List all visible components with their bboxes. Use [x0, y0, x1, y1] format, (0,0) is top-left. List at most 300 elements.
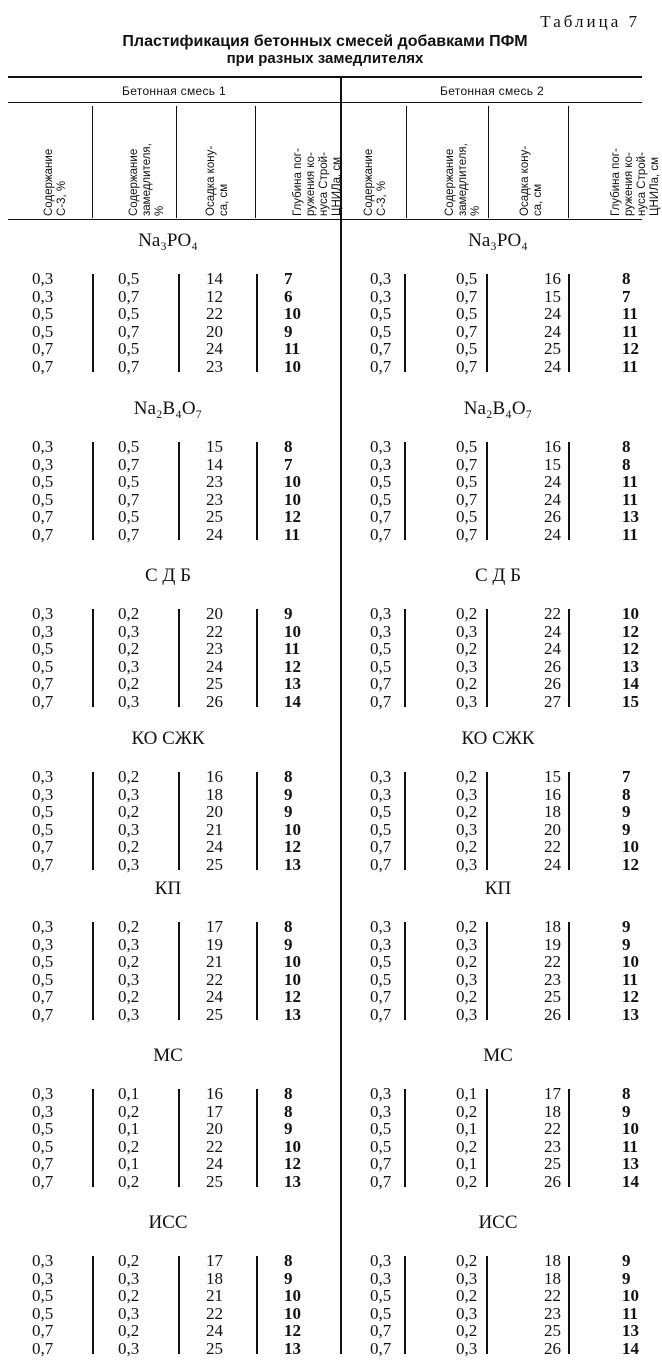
- column-bar: [568, 1256, 570, 1354]
- table-cell: 0,7: [32, 339, 54, 359]
- column-bar: [92, 772, 94, 870]
- table-row: [8, 288, 318, 306]
- table-row: [8, 1173, 318, 1191]
- table-cell: 12: [622, 987, 639, 1007]
- table-cell: 0,7: [32, 1171, 54, 1191]
- rows-right: [346, 438, 656, 544]
- table-cell: 0,1: [118, 1154, 140, 1174]
- table-cell: 0,5: [370, 969, 392, 989]
- table-cell: 0,2: [118, 1101, 140, 1121]
- table-cell: 26: [544, 1004, 561, 1024]
- table-cell: 0,7: [32, 837, 54, 857]
- table-cell: 12: [622, 621, 639, 641]
- column-bar: [178, 922, 180, 1020]
- table-cell: 24: [206, 1321, 223, 1341]
- table-cell: 24: [544, 489, 561, 509]
- table-cell: 0,2: [456, 802, 478, 822]
- table-cell: 0,2: [118, 952, 140, 972]
- table-cell: 0,5: [32, 489, 54, 509]
- table-cell: 0,3: [370, 286, 392, 306]
- table-cell: 0,7: [118, 454, 140, 474]
- table-row: [8, 1006, 318, 1024]
- table-cell: 26: [544, 674, 561, 694]
- table-row: [346, 1270, 656, 1288]
- table-cell: 11: [284, 639, 301, 659]
- table-cell: 10: [284, 1136, 301, 1156]
- table-cell: 0,3: [456, 1338, 478, 1358]
- table-cell: 0,3: [370, 1084, 392, 1103]
- table-row: [346, 936, 656, 954]
- table-cell: 8: [622, 437, 631, 456]
- table-cell: 25: [206, 854, 223, 874]
- table-cell: 23: [544, 1136, 561, 1156]
- table-cell: 0,3: [370, 1101, 392, 1121]
- table-cell: 12: [284, 837, 301, 857]
- table-cell: 0,2: [456, 767, 478, 786]
- table-cell: 22: [206, 1136, 223, 1156]
- table-cell: 0,5: [456, 269, 478, 288]
- table-cell: 0,1: [118, 1119, 140, 1139]
- table-cell: 0,5: [370, 489, 392, 509]
- retarder-group: [8, 878, 642, 1028]
- table-cell: 0,2: [118, 1286, 140, 1306]
- table-cell: 18: [544, 1101, 561, 1121]
- table-cell: 0,7: [32, 691, 54, 711]
- table-cell: 0,3: [370, 1268, 392, 1288]
- col-header-c3-content-2: Содержание С-3, %: [363, 148, 388, 216]
- table-row: [8, 1252, 318, 1270]
- table-cell: 11: [622, 304, 639, 324]
- table-cell: 0,3: [32, 1101, 54, 1121]
- table-cell: 0,3: [370, 1251, 392, 1270]
- column-bar: [568, 922, 570, 1020]
- table-cell: 16: [544, 269, 561, 288]
- table-row: [346, 953, 656, 971]
- table-cell: 0,2: [118, 604, 140, 623]
- table-cell: 9: [284, 802, 293, 822]
- table-cell: 25: [544, 1321, 561, 1341]
- table-cell: 0,2: [118, 917, 140, 936]
- table-row: [346, 288, 656, 306]
- table-cell: 21: [206, 952, 223, 972]
- table-cell: 22: [206, 621, 223, 641]
- table-row: [8, 640, 318, 658]
- table-cell: 0,3: [456, 1303, 478, 1323]
- table-cell: 24: [544, 472, 561, 492]
- column-bar: [404, 609, 406, 707]
- table-cell: 0,7: [370, 674, 392, 694]
- table-cell: 10: [622, 1119, 639, 1139]
- table-row: [8, 340, 318, 358]
- retarder-name: КО СЖК: [131, 728, 205, 749]
- table-cell: 0,3: [32, 604, 54, 623]
- table-cell: 16: [544, 784, 561, 804]
- table-cell: 0,3: [32, 784, 54, 804]
- table-cell: 0,1: [118, 1084, 140, 1103]
- table-cell: 9: [284, 1268, 293, 1288]
- table-cell: 24: [206, 656, 223, 676]
- table-cell: 22: [544, 952, 561, 972]
- column-bar: [404, 1256, 406, 1354]
- table-cell: 25: [206, 1171, 223, 1191]
- table-cell: 24: [544, 854, 561, 874]
- table-row: [8, 786, 318, 804]
- table-row: [8, 508, 318, 526]
- column-bar: [256, 1256, 258, 1354]
- column-bar: [178, 1256, 180, 1354]
- table-cell: 11: [622, 969, 639, 989]
- table-cell: 20: [206, 1119, 223, 1139]
- table-row: [346, 1340, 656, 1358]
- table-cell: 0,2: [456, 1101, 478, 1121]
- table-cell: 10: [284, 819, 301, 839]
- table-cell: 17: [206, 1101, 223, 1121]
- col-sep: [92, 106, 93, 218]
- retarder-name: ИСС: [148, 1212, 188, 1233]
- table-subtitle: при разных замедлителях: [226, 50, 424, 67]
- column-bar: [568, 1089, 570, 1187]
- table-row: [346, 1287, 656, 1305]
- table-cell: 19: [544, 934, 561, 954]
- table-cell: 23: [206, 639, 223, 659]
- table-cell: 26: [544, 507, 561, 527]
- table-cell: 13: [622, 1004, 639, 1024]
- col-sep: [176, 106, 177, 218]
- table-row: [8, 623, 318, 641]
- table-cell: 0,5: [32, 472, 54, 492]
- table-row: [8, 838, 318, 856]
- table-cell: 13: [622, 656, 639, 676]
- table-row: [346, 1103, 656, 1121]
- table-cell: 0,7: [32, 987, 54, 1007]
- table-cell: 0,3: [456, 969, 478, 989]
- column-bar: [178, 772, 180, 870]
- column-bar: [92, 1089, 94, 1187]
- table-cell: 21: [206, 819, 223, 839]
- table-row: [346, 918, 656, 936]
- retarder-name: Na₃PO₄: [468, 230, 528, 251]
- col-header-cone-depth-2: Глубина пог- ружения ко- нуса Строй- ЦНИЛа, см: [610, 148, 661, 216]
- table-cell: 0,2: [118, 987, 140, 1007]
- table-row: [346, 856, 656, 874]
- column-bar: [568, 274, 570, 372]
- table-cell: 0,3: [370, 454, 392, 474]
- column-bar: [256, 1089, 258, 1187]
- column-bar: [568, 772, 570, 870]
- table-row: [346, 473, 656, 491]
- table-row: [8, 1103, 318, 1121]
- table-cell: 10: [284, 952, 301, 972]
- table-cell: 0,2: [118, 1251, 140, 1270]
- table-cell: 0,7: [118, 356, 140, 376]
- table-cell: 26: [544, 1171, 561, 1191]
- table-cell: 9: [622, 802, 631, 822]
- table-cell: 0,3: [32, 437, 54, 456]
- table-cell: 11: [622, 321, 639, 341]
- table-cell: 13: [284, 1171, 301, 1191]
- table-cell: 22: [544, 837, 561, 857]
- col-header-c3-content: Содержание С-3, %: [43, 148, 68, 216]
- table-cell: 9: [284, 1119, 293, 1139]
- table-cell: 9: [284, 934, 293, 954]
- header-top-rule: [8, 76, 642, 78]
- table-cell: 0,2: [456, 917, 478, 936]
- table-cell: 0,5: [32, 1119, 54, 1139]
- table-cell: 8: [622, 269, 631, 288]
- table-cell: 10: [284, 1286, 301, 1306]
- table-cell: 0,5: [370, 304, 392, 324]
- table-cell: 10: [622, 952, 639, 972]
- table-row: [346, 1173, 656, 1191]
- table-row: [8, 856, 318, 874]
- table-cell: 0,3: [370, 437, 392, 456]
- table-row: [8, 768, 318, 786]
- table-cell: 0,3: [118, 621, 140, 641]
- retarder-name: Na₂B₄O₇: [463, 398, 533, 419]
- table-cell: 17: [206, 1251, 223, 1270]
- table-cell: 11: [284, 339, 301, 359]
- rows-right: [346, 768, 656, 874]
- table-cell: 0,5: [370, 639, 392, 659]
- table-cell: 18: [206, 1268, 223, 1288]
- table-cell: 0,3: [118, 691, 140, 711]
- table-cell: 0,3: [370, 934, 392, 954]
- table-row: [8, 675, 318, 693]
- table-cell: 16: [206, 767, 223, 786]
- table-cell: 0,3: [118, 1303, 140, 1323]
- table-row: [346, 323, 656, 341]
- table-cell: 0,7: [370, 1171, 392, 1191]
- table-cell: 9: [622, 1101, 631, 1121]
- table-cell: 0,3: [456, 854, 478, 874]
- table-row: [8, 821, 318, 839]
- table-cell: 0,5: [32, 656, 54, 676]
- column-bar: [486, 274, 488, 372]
- table-cell: 0,5: [370, 1119, 392, 1139]
- table-cell: 9: [284, 784, 293, 804]
- col-header-retarder-content-2: Содержание замедлителя, %: [444, 143, 482, 216]
- column-bar: [486, 772, 488, 870]
- table-cell: 0,3: [456, 819, 478, 839]
- rows-left: [8, 918, 318, 1024]
- table-row: [346, 1322, 656, 1340]
- table-cell: 0,3: [32, 934, 54, 954]
- table-cell: 0,5: [370, 1136, 392, 1156]
- table-row: [346, 1120, 656, 1138]
- table-cell: 0,7: [456, 489, 478, 509]
- rows-left: [8, 438, 318, 544]
- table-row: [346, 605, 656, 623]
- table-cell: 22: [544, 1286, 561, 1306]
- table-cell: 25: [206, 1004, 223, 1024]
- table-cell: 0,3: [370, 269, 392, 288]
- table-cell: 21: [206, 1286, 223, 1306]
- table-cell: 8: [284, 917, 293, 936]
- table-cell: 14: [622, 674, 639, 694]
- table-cell: 0,7: [32, 1321, 54, 1341]
- table-cell: 10: [284, 969, 301, 989]
- column-bar: [568, 442, 570, 540]
- mix-header-rule-right: [342, 102, 642, 103]
- mix-1-header: Бетонная смесь 1: [122, 84, 226, 98]
- table-cell: 0,3: [456, 621, 478, 641]
- table-cell: 9: [622, 819, 631, 839]
- col-header-cone-slump: Осадка кону- са, см: [205, 145, 230, 216]
- table-cell: 0,7: [456, 286, 478, 306]
- column-bar: [404, 772, 406, 870]
- table-cell: 0,5: [32, 819, 54, 839]
- table-cell: 13: [622, 1154, 639, 1174]
- table-cell: 14: [622, 1338, 639, 1358]
- column-bar: [178, 609, 180, 707]
- table-cell: 0,3: [456, 784, 478, 804]
- table-row: [8, 491, 318, 509]
- table-row: [346, 838, 656, 856]
- table-cell: 15: [544, 454, 561, 474]
- table-cell: 0,2: [456, 604, 478, 623]
- table-cell: 0,7: [118, 321, 140, 341]
- table-cell: 0,3: [456, 1268, 478, 1288]
- retarder-name: Na₃PO₄: [138, 230, 198, 251]
- retarder-name: ИСС: [478, 1212, 518, 1233]
- table-cell: 0,7: [370, 1154, 392, 1174]
- column-bar: [178, 442, 180, 540]
- table-cell: 24: [206, 339, 223, 359]
- table-cell: 0,7: [118, 489, 140, 509]
- column-bar: [256, 274, 258, 372]
- table-cell: 18: [544, 802, 561, 822]
- rows-left: [8, 1252, 318, 1358]
- table-cell: 0,1: [456, 1084, 478, 1103]
- table-cell: 0,3: [370, 784, 392, 804]
- table-cell: 0,3: [32, 1084, 54, 1103]
- table-cell: 0,2: [118, 1171, 140, 1191]
- table-row: [8, 988, 318, 1006]
- table-cell: 15: [206, 437, 223, 456]
- col-sep: [488, 106, 489, 218]
- table-cell: 0,2: [118, 837, 140, 857]
- table-cell: 16: [544, 437, 561, 456]
- table-cell: 10: [284, 1303, 301, 1323]
- retarder-name: КО СЖК: [461, 728, 535, 749]
- column-bar: [92, 609, 94, 707]
- table-cell: 0,3: [456, 934, 478, 954]
- table-cell: 0,7: [370, 524, 392, 544]
- col-sep: [406, 106, 407, 218]
- column-bar: [256, 442, 258, 540]
- table-cell: 24: [544, 321, 561, 341]
- retarder-name: С Д Б: [474, 565, 522, 586]
- table-cell: 10: [622, 837, 639, 857]
- table-cell: 0,7: [32, 1338, 54, 1358]
- table-cell: 0,5: [370, 952, 392, 972]
- table-cell: 0,3: [456, 656, 478, 676]
- table-cell: 27: [544, 691, 561, 711]
- table-cell: 13: [284, 674, 301, 694]
- table-row: [346, 526, 656, 544]
- table-cell: 15: [544, 286, 561, 306]
- table-cell: 0,5: [370, 1286, 392, 1306]
- table-cell: 8: [284, 437, 293, 456]
- table-cell: 0,2: [456, 1171, 478, 1191]
- table-cell: 9: [622, 1268, 631, 1288]
- table-cell: 12: [284, 507, 301, 527]
- table-cell: 20: [206, 802, 223, 822]
- retarder-name: С Д Б: [144, 565, 192, 586]
- table-row: [8, 270, 318, 288]
- table-cell: 24: [206, 1154, 223, 1174]
- column-bar: [568, 609, 570, 707]
- column-bar: [256, 922, 258, 1020]
- table-cell: 0,5: [32, 321, 54, 341]
- column-bar: [256, 772, 258, 870]
- table-cell: 0,2: [456, 1136, 478, 1156]
- column-bar: [404, 1089, 406, 1187]
- table-cell: 0,7: [370, 1338, 392, 1358]
- table-cell: 0,7: [370, 837, 392, 857]
- table-cell: 0,5: [118, 472, 140, 492]
- table-row: [346, 1085, 656, 1103]
- rows-right: [346, 918, 656, 1024]
- table-cell: 15: [622, 691, 639, 711]
- table-row: [346, 1305, 656, 1323]
- table-cell: 0,7: [370, 854, 392, 874]
- table-cell: 0,5: [118, 304, 140, 324]
- table-row: [346, 640, 656, 658]
- column-bar: [92, 1256, 94, 1354]
- table-cell: 0,5: [370, 472, 392, 492]
- table-row: [346, 786, 656, 804]
- column-bar: [92, 442, 94, 540]
- table-cell: 0,7: [456, 321, 478, 341]
- table-cell: 13: [284, 854, 301, 874]
- table-cell: 0,7: [370, 356, 392, 376]
- table-cell: 0,2: [118, 1321, 140, 1341]
- table-cell: 0,7: [32, 524, 54, 544]
- mix-2-header: Бетонная смесь 2: [440, 84, 544, 98]
- table-cell: 0,3: [118, 934, 140, 954]
- table-cell: 13: [622, 507, 639, 527]
- table-cell: 10: [622, 604, 639, 623]
- table-cell: 0,3: [118, 819, 140, 839]
- table-row: [346, 768, 656, 786]
- table-cell: 0,3: [118, 1338, 140, 1358]
- table-cell: 10: [284, 304, 301, 324]
- table-cell: 0,1: [456, 1119, 478, 1139]
- retarder-group: [8, 565, 642, 715]
- table-row: [8, 358, 318, 376]
- table-cell: 18: [544, 1251, 561, 1270]
- table-row: [346, 358, 656, 376]
- table-cell: 12: [284, 656, 301, 676]
- table-cell: 10: [284, 621, 301, 641]
- table-cell: 8: [284, 767, 293, 786]
- table-cell: 16: [206, 1084, 223, 1103]
- table-row: [8, 1270, 318, 1288]
- table-cell: 0,3: [118, 969, 140, 989]
- table-cell: 0,3: [118, 854, 140, 874]
- table-cell: 0,7: [456, 454, 478, 474]
- table-cell: 0,5: [118, 339, 140, 359]
- table-cell: 12: [622, 339, 639, 359]
- table-cell: 24: [206, 987, 223, 1007]
- table-cell: 8: [622, 1084, 631, 1103]
- table-cell: 0,7: [370, 987, 392, 1007]
- table-cell: 11: [622, 1303, 639, 1323]
- table-cell: 7: [284, 454, 293, 474]
- col-sep: [568, 106, 569, 218]
- table-cell: 8: [284, 1251, 293, 1270]
